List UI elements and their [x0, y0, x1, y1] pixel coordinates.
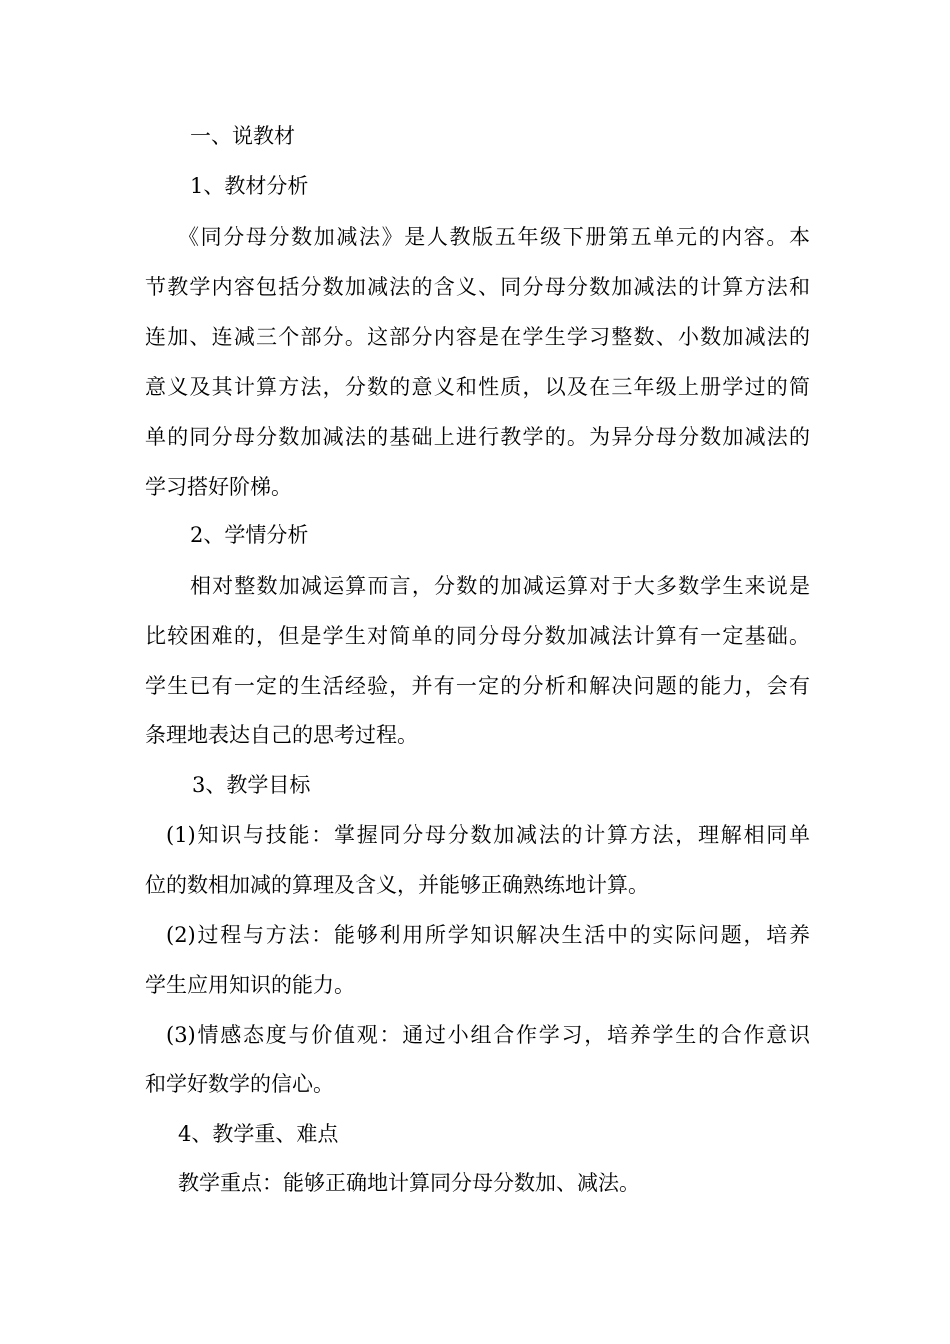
paragraph-line: 节教学内容包括分数加减法的含义、同分母分数加减法的计算方法和 — [145, 275, 810, 299]
paragraph-line: (1)知识与技能：掌握同分母分数加减法的计算方法，理解相同单 — [166, 823, 810, 847]
paragraph-line: 位的数相加减的算理及含义，并能够正确熟练地计算。 — [145, 873, 649, 897]
subsection-heading: 1、教材分析 — [190, 174, 309, 198]
paragraph-line: 相对整数加减运算而言，分数的加减运算对于大多数学生来说是 — [190, 574, 810, 598]
paragraph-line: 条理地表达自己的思考过程。 — [145, 723, 418, 747]
paragraph-line: 学生已有一定的生活经验，并有一定的分析和解决问题的能力，会有 — [145, 674, 810, 698]
paragraph-line: (3)情感态度与价值观：通过小组合作学习，培养学生的合作意识 — [166, 1023, 810, 1047]
paragraph-line: 教学重点：能够正确地计算同分母分数加、减法。 — [178, 1171, 640, 1195]
subsection-heading: 2、学情分析 — [190, 523, 309, 547]
paragraph-line: 单的同分母分数加减法的基础上进行教学的。为异分母分数加减法的 — [145, 425, 810, 449]
paragraph-line: 意义及其计算方法，分数的意义和性质，以及在三年级上册学过的简 — [145, 375, 810, 399]
paragraph-line: 《同分母分数加减法》是人教版五年级下册第五单元的内容。本 — [178, 225, 810, 249]
section-heading: 一、说教材 — [190, 124, 295, 148]
paragraph-line: 比较困难的，但是学生对简单的同分母分数加减法计算有一定基础。 — [145, 624, 810, 648]
paragraph-line: 学习搭好阶梯。 — [145, 475, 292, 499]
subsection-heading: 4、教学重、难点 — [178, 1122, 339, 1146]
paragraph-line: 连加、连减三个部分。这部分内容是在学生学习整数、小数加减法的 — [145, 325, 810, 349]
paragraph-line: 和学好数学的信心。 — [145, 1072, 334, 1096]
subsection-heading: 3、教学目标 — [192, 773, 311, 797]
paragraph-line: 学生应用知识的能力。 — [145, 973, 355, 997]
paragraph-line: (2)过程与方法：能够利用所学知识解决生活中的实际问题，培养 — [166, 923, 810, 947]
